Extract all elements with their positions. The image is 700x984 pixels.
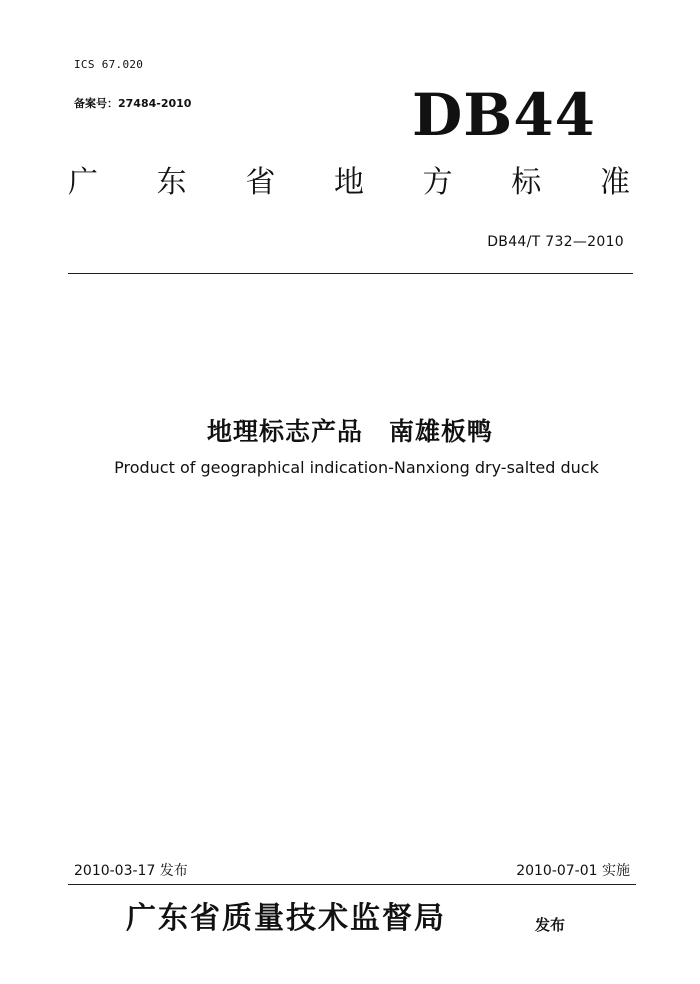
bottom-divider <box>68 884 636 885</box>
standard-type-char: 省 <box>245 165 276 200</box>
title-chinese: 地理标志产品 南雄板鸭 <box>206 417 493 446</box>
standard-type-char: 地 <box>333 165 364 200</box>
issuing-authority: 广东省质量技术监督局 <box>126 901 446 936</box>
filing-number: 备案号：27484-2010 <box>74 97 192 110</box>
db44-logo: DB44 <box>412 81 597 149</box>
standard-type-char: 准 <box>599 165 630 200</box>
standard-type-char: 东 <box>156 165 187 200</box>
issue-date: 2010-03-17 发布 <box>74 863 188 879</box>
title-english: Product of geographical indication-Nanxiong dry-salted duck <box>114 458 599 477</box>
standard-type-char: 标 <box>511 165 542 200</box>
implementation-date: 2010-07-01 实施 <box>516 863 630 879</box>
top-divider <box>68 273 633 274</box>
issuer-suffix: 发布 <box>535 916 566 934</box>
standard-type-heading <box>68 165 630 200</box>
standard-type-char: 方 <box>422 165 453 200</box>
ics-code: ICS 67.020 <box>74 58 144 71</box>
standard-number: DB44/T 732—2010 <box>487 234 624 250</box>
standard-type-char: 广 <box>68 165 98 200</box>
